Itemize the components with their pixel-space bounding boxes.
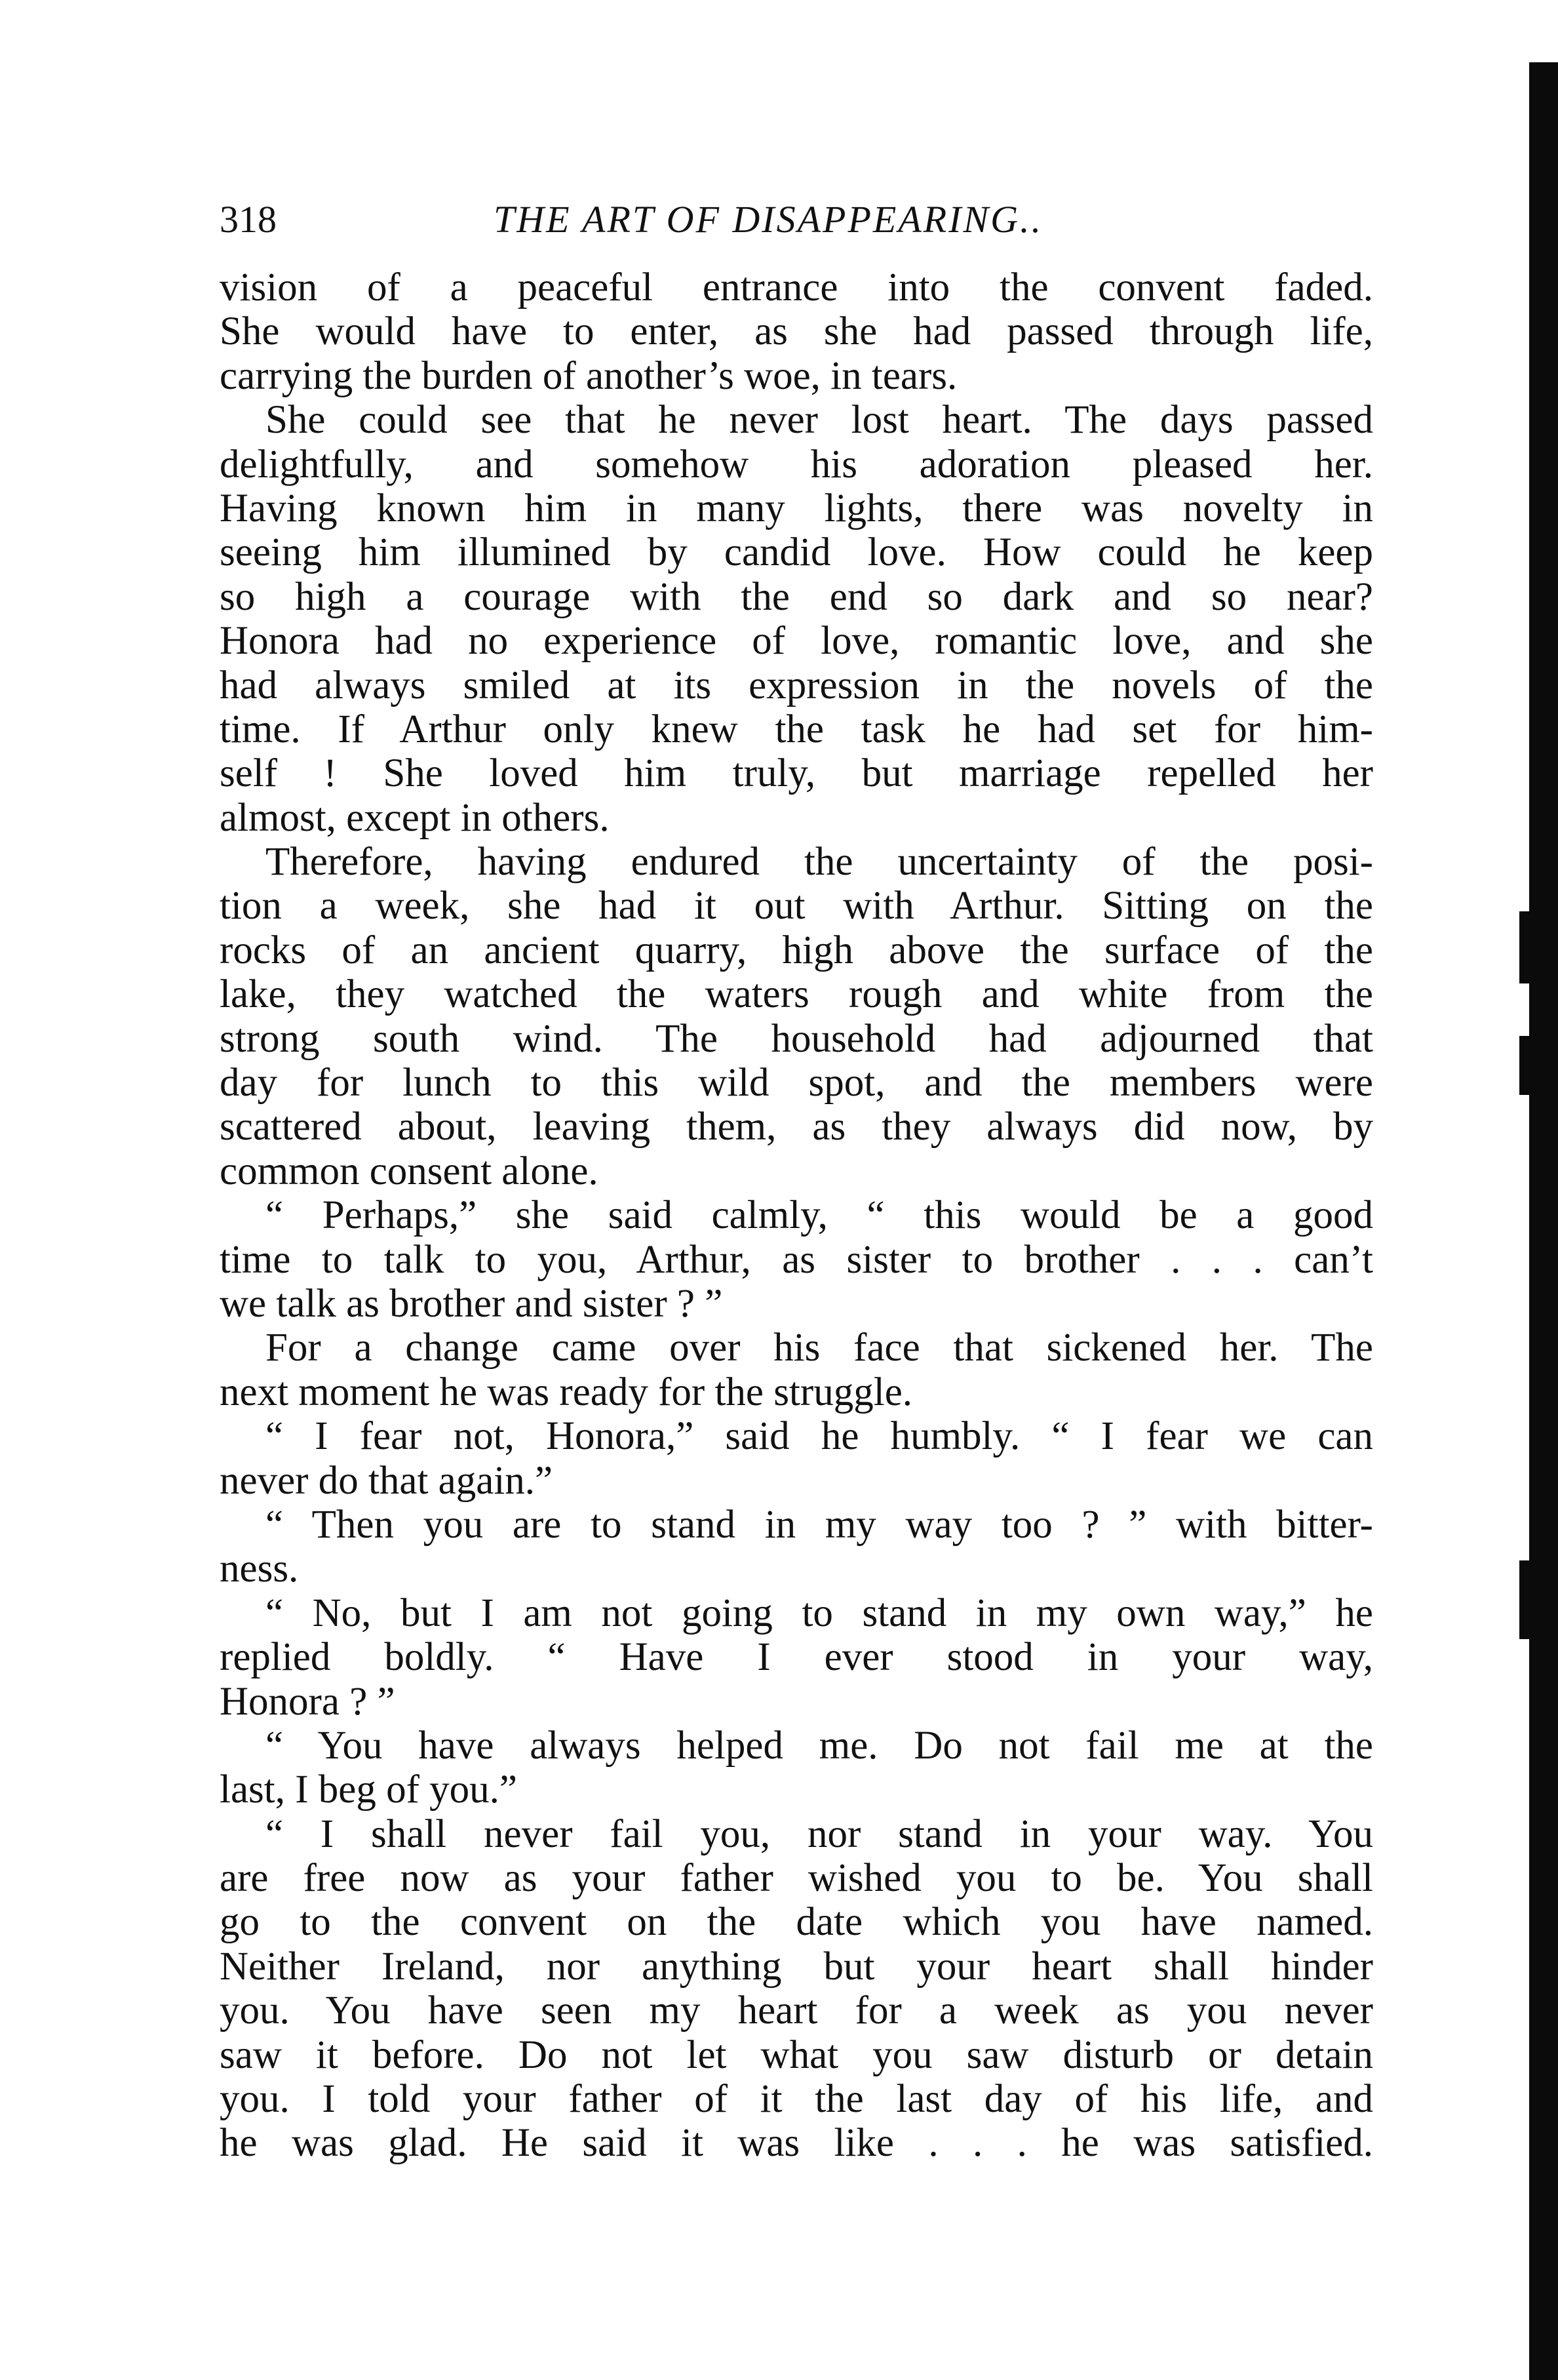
text-line: For a change came over his face that sickened her. The bbox=[265, 1326, 1373, 1370]
text-line: almost, except in others. bbox=[220, 795, 610, 840]
text-line: are free now as your father wished you to be. You shall bbox=[220, 1856, 1373, 1901]
text-line: self ! She loved him truly, but marriage repelled her bbox=[220, 751, 1373, 796]
text-line: we talk as brother and sister ? ” bbox=[220, 1281, 723, 1326]
text-line: “ You have always helped me. Do not fail me at the bbox=[265, 1723, 1373, 1768]
text-line: he was glad. He said it was like . . . he was satisfied. bbox=[220, 2121, 1373, 2166]
text-line: time to talk to you, Arthur, as sister to brother . . . can’t bbox=[220, 1237, 1373, 1282]
text-line: you. You have seen my heart for a week as you never bbox=[220, 1989, 1373, 2033]
text-line: “ Then you are to stand in my way too ? ” with bitter- bbox=[265, 1502, 1373, 1547]
text-line: next moment he was ready for the struggle. bbox=[220, 1370, 913, 1414]
scan-edge-notch bbox=[1519, 1560, 1531, 1639]
page-number: 318 bbox=[220, 198, 277, 241]
text-line: saw it before. Do not let what you saw disturb or detain bbox=[220, 2033, 1373, 2077]
text-line: lake, they watched the waters rough and white from the bbox=[220, 972, 1373, 1017]
body-text bbox=[220, 266, 1373, 2166]
text-line: common consent alone. bbox=[220, 1149, 598, 1193]
text-line: seeing him illumined by candid love. How could he keep bbox=[220, 530, 1373, 575]
text-line: last, I beg of you.” bbox=[220, 1768, 517, 1812]
scan-edge-notch bbox=[1519, 911, 1531, 983]
text-line: “ Perhaps,” she said calmly, “ this would be a good bbox=[265, 1193, 1373, 1238]
text-line: you. I told your father of it the last day of his life, and bbox=[220, 2077, 1373, 2122]
text-line: delightfully, and somehow his adoration pleased her. bbox=[220, 442, 1373, 486]
text-line: so high a courage with the end so dark and so near? bbox=[220, 574, 1373, 619]
text-line: Having known him in many lights, there was novelty in bbox=[220, 486, 1373, 530]
text-line: She would have to enter, as she had passed through life, bbox=[220, 309, 1373, 354]
text-line: strong south wind. The household had adjourned that bbox=[220, 1016, 1373, 1061]
text-line: go to the convent on the date which you have named. bbox=[220, 1900, 1373, 1945]
text-line: Honora ? ” bbox=[220, 1679, 395, 1724]
scan-edge-shadow bbox=[1529, 62, 1558, 2380]
text-line: “ I fear not, Honora,” said he humbly. “ I fear we can bbox=[265, 1414, 1373, 1459]
text-line: Neither Ireland, nor anything but your heart shall hinder bbox=[220, 1944, 1373, 1989]
text-line: She could see that he never lost heart. The days passed bbox=[265, 398, 1373, 443]
text-line: vision of a peaceful entrance into the convent faded. bbox=[220, 266, 1373, 309]
running-header bbox=[220, 190, 1373, 249]
text-line: day for lunch to this wild spot, and the members were bbox=[220, 1061, 1373, 1105]
text-line: “ I shall never fail you, nor stand in your way. You bbox=[265, 1812, 1373, 1856]
text-line: time. If Arthur only knew the task he had set for him- bbox=[220, 707, 1373, 751]
text-line: tion a week, she had it out with Arthur. Sitting on the bbox=[220, 884, 1373, 928]
running-title: THE ART OF DISAPPEARING.. bbox=[494, 198, 1043, 241]
text-line: had always smiled at its expression in the novels of the bbox=[220, 663, 1373, 707]
scan-edge-notch bbox=[1519, 1036, 1531, 1095]
text-line: “ No, but I am not going to stand in my own way,” he bbox=[265, 1591, 1373, 1635]
text-line: rocks of an ancient quarry, high above the surface of the bbox=[220, 928, 1373, 972]
text-line: Honora had no experience of love, romantic love, and she bbox=[220, 619, 1373, 664]
text-line: Therefore, having endured the uncertainty of the posi- bbox=[265, 840, 1373, 884]
text-line: replied boldly. “ Have I ever stood in your way, bbox=[220, 1635, 1373, 1680]
text-line: ness. bbox=[220, 1547, 299, 1591]
text-line: scattered about, leaving them, as they always did now, by bbox=[220, 1105, 1373, 1149]
text-line: never do that again.” bbox=[220, 1458, 553, 1503]
text-line: carrying the burden of another’s woe, in tears. bbox=[220, 353, 958, 398]
